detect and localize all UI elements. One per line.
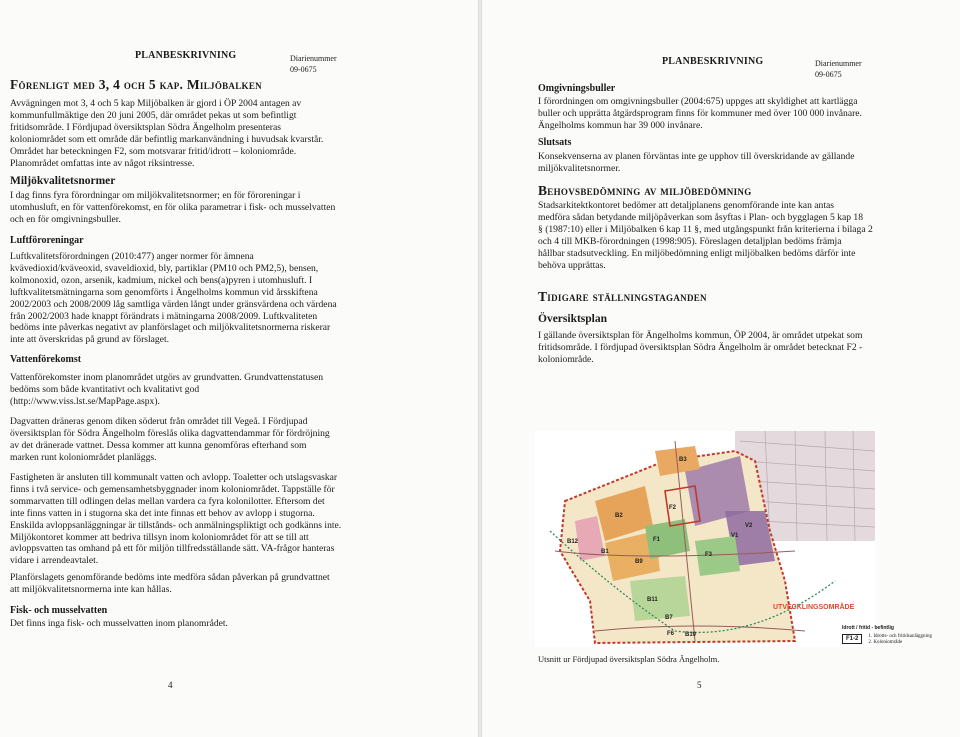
text-line: behöva upprättas. bbox=[538, 259, 606, 271]
map-label: F1 bbox=[653, 537, 661, 543]
text-line: Miljökontoret kommer att bedriva tillsyn inom koloniområdet för att se till att bbox=[10, 531, 309, 543]
map-label: B7 bbox=[665, 615, 673, 621]
text-line: fritidsområde. I Fördjupad översiktsplan Södra Ängelholm presenteras bbox=[10, 121, 281, 133]
map-label: F3 bbox=[705, 552, 713, 558]
planforslag-paragraph bbox=[10, 572, 470, 596]
luft-paragraph bbox=[10, 251, 470, 346]
map-label: B9 bbox=[635, 559, 643, 565]
text-line: bedöms inte påverkas negativt av planförslaget och miljökvalitetsnormerna riskerar bbox=[10, 322, 331, 334]
text-line: kommunfullmäktige den 20 juni 2005, där området pekas ut som befintligt bbox=[10, 109, 297, 121]
text-line: marken runt koloniområdet planläggs. bbox=[10, 451, 157, 463]
left-page bbox=[0, 0, 478, 737]
legend-item: 1. Idrotts- och fritidsanläggning bbox=[868, 634, 932, 639]
map-legend bbox=[842, 625, 952, 655]
buller-paragraph bbox=[538, 96, 948, 132]
fastighet-paragraph bbox=[10, 472, 470, 567]
diarienummer-block bbox=[290, 53, 337, 75]
text-line: fritidsområde. I fördjupad översiktsplan Södra Ängelholm är området betecknat F2 - bbox=[538, 341, 863, 353]
text-line: översiktsplan för Södra Ängelholm föreslås olika dagvattendammar för fördröjning bbox=[10, 427, 330, 439]
map-label: B3 bbox=[679, 457, 687, 463]
text-line: inte finns vatten in i stugorna ska det inte finnas ett behov av avlopp i stugorna. bbox=[10, 507, 315, 519]
map-caption: Utsnitt ur Fördjupad översiktsplan Södra Ängelholm. bbox=[538, 654, 720, 664]
dagvatten-paragraph bbox=[10, 416, 470, 464]
map-label: V2 bbox=[745, 523, 753, 529]
text-line: Planförslagets genomförande bedöms inte medföra sådan påverkan på grundvattnet bbox=[10, 572, 330, 583]
diarienummer-label: Diarienummer bbox=[815, 59, 862, 68]
page-number: 4 bbox=[168, 680, 173, 690]
map-label: B10 bbox=[685, 632, 697, 638]
text-line: och en för omgivningsbuller. bbox=[10, 213, 121, 225]
behov-title: Behovsbedömning av miljöbedömning bbox=[538, 183, 752, 198]
legend-title: Idrott / fritid - befintlig bbox=[842, 625, 894, 631]
legend-item: 2. Koloniområde bbox=[868, 640, 903, 645]
text-line: Området har beteckningen F2, som motsvarar fritid/idrott – koloniområde. bbox=[10, 145, 297, 157]
text-line: kvävedioxid/kväveoxid, svaveldioxid, bly, partiklar (PM10 och PM2,5), bensen, bbox=[10, 262, 319, 274]
text-line: § (1987:10) eller i Miljöbalken 6 kap 11 §, med utgångspunkt från kriterierna i bilaga 2 bbox=[538, 223, 873, 235]
slutsats-heading: Slutsats bbox=[538, 137, 572, 148]
map-label: F2 bbox=[669, 505, 677, 511]
text-line: miljökvalitetsnormer. bbox=[538, 162, 621, 174]
text-line: Avvägningen mot 3, 4 och 5 kap Miljöbalken är gjord i ÖP 2004 antagen av bbox=[10, 98, 302, 109]
text-line: I gällande översiktsplan för Ängelholms kommun, ÖP 2004, är området utpekat som bbox=[538, 330, 863, 341]
page-header: PLANBESKRIVNING bbox=[662, 56, 764, 67]
page-number: 5 bbox=[697, 680, 702, 690]
text-line: koloniområde. bbox=[538, 353, 594, 365]
text-line: att miljökvalitetsnormerna inte kan hållas. bbox=[10, 583, 172, 595]
text-line: Vattenförekomster inom planområdet utgörs av grundvatten. Grundvattenstatusen bbox=[10, 372, 324, 383]
text-line: luftkvalitetsmätningarna som genomförts i Ängelholms kommun vid årsskiftena bbox=[10, 286, 318, 298]
text-line: I dag finns fyra förordningar om miljökvalitetsnormer; en för föroreningar i bbox=[10, 190, 301, 201]
text-line: Luftkvalitetsförordningen (2010:477) anger normer för ämnena bbox=[10, 251, 254, 262]
slutsats-paragraph bbox=[538, 151, 948, 175]
map-overlay-text: UTVECKLINGSOMRÅDE bbox=[773, 604, 855, 611]
text-line: medföra sådan betydande miljöpåverkan som åsyftas i Plan- och bygglagen 5 kap 18 bbox=[538, 211, 864, 223]
map-label: B12 bbox=[567, 539, 579, 545]
map-label: F6 bbox=[667, 631, 675, 637]
text-line: Ängelholms kommun har 39 000 invånare. bbox=[538, 119, 703, 131]
map-label: B2 bbox=[615, 513, 623, 519]
text-line: Enskilda avloppsanläggningar är tillstånds- och anmälningspliktigt och godkänns inte. bbox=[10, 519, 342, 531]
text-line: finns i två service- och gemensamhetsbyggnader inom koloniområdet. Tappställe för bbox=[10, 483, 335, 495]
diarienummer-block bbox=[815, 58, 862, 80]
tidigare-title: Tidigare ställningstaganden bbox=[538, 289, 707, 304]
text-line: hållbar stadsutveckling. En miljöbedömning enligt miljöbalken bedöms därför inte bbox=[538, 247, 856, 259]
text-line: bedöms som både kvantitativt och kvalitativt god bbox=[10, 383, 200, 395]
map-label: B11 bbox=[647, 597, 658, 603]
miljokvalitet-paragraph bbox=[10, 190, 470, 226]
oversikt-heading: Översiktsplan bbox=[538, 313, 608, 325]
text-line: av det dränerade vattnet. Dessa kommer att kunna genomföras efterhand som bbox=[10, 439, 307, 451]
text-line: buller och upprätta åtgärdsprogram finns för kommuner med över 100 000 invånare. bbox=[538, 107, 862, 119]
diarienummer-value: 09-0675 bbox=[290, 65, 317, 74]
diarienummer-value: 09-0675 bbox=[815, 70, 842, 79]
vatten-heading: Vattenförekomst bbox=[10, 354, 82, 365]
text-line: Konsekvenserna av planen förväntas inte ge upphov till överskridande av gällande bbox=[538, 151, 855, 162]
vatten-paragraph bbox=[10, 372, 470, 408]
intro-paragraph bbox=[10, 98, 470, 169]
behov-paragraph bbox=[538, 200, 948, 271]
planning-map bbox=[535, 431, 875, 647]
text-line: Stadsarkitektkontoret bedömer att detaljplanens genomförande inte kan antas bbox=[538, 200, 834, 211]
page-header: PLANBESKRIVNING bbox=[135, 50, 237, 61]
text-line: koloniområdet som ett område där befintlig markanvändning i huvudsak kvarstår. bbox=[10, 133, 324, 145]
map-label: V1 bbox=[731, 533, 739, 539]
miljokvalitet-heading: Miljökvalitetsnormer bbox=[10, 175, 116, 187]
text-line: Planområdet omfattas inte av något riksintresse. bbox=[10, 157, 195, 169]
map-label: B1 bbox=[601, 549, 609, 555]
oversikt-paragraph bbox=[538, 330, 948, 366]
text-line: och 4 till MKB-förordningen (1998:905). Föreslagen detaljplan bedöms främja bbox=[538, 235, 842, 247]
text-line: Fastigheten är ansluten till kommunalt vatten och avlopp. Toaletter och utslagsvaskar bbox=[10, 472, 338, 483]
luft-heading: Luftföroreningar bbox=[10, 235, 84, 246]
text-line: inte att överskridas på grund av förslaget. bbox=[10, 334, 170, 346]
legend-code: F1-2 bbox=[842, 634, 862, 644]
text-line: sommarvatten till odlingen delas mellan vardera ca fyra kolonilotter. Eftersom det bbox=[10, 495, 325, 507]
buller-heading: Omgivningsbuller bbox=[538, 83, 616, 94]
text-line: Dagvatten dräneras genom diken söderut från området till Vegeå. I Fördjupad bbox=[10, 416, 308, 427]
text-line: utomhusluft, en för vattenförekomst, en för olika parametrar i fisk- och musselvatten bbox=[10, 201, 336, 213]
fisk-text: Det finns inga fisk- och musselvatten inom planområdet. bbox=[10, 618, 228, 629]
text-line: I förordningen om omgivningsbuller (2004:675) uppges att skyldighet att kartlägga bbox=[538, 96, 858, 107]
diarienummer-label: Diarienummer bbox=[290, 54, 337, 63]
text-line: vidare i arrendeavtalet. bbox=[10, 555, 99, 567]
text-line: avloppsvatten tas omhand på ett för miljön tillfredsställande sätt. VA-frågor hanteras bbox=[10, 543, 335, 555]
text-line: kolmonoxid, ozon, arsenik, kadmium, nickel och bens(a)pyren i utomhusluft. I bbox=[10, 274, 313, 286]
fisk-heading: Fisk- och musselvatten bbox=[10, 605, 108, 616]
text-line: från 2002/2003 hade knappt förändrats i mätningarna 2008/2009. Luftkvaliteten bbox=[10, 310, 318, 322]
text-line: 2002/2003 och 2008/2009 låg samtliga värden långt under gränsvärdena och värdena bbox=[10, 298, 337, 310]
text-line: (http://www.viss.lst.se/MapPage.aspx). bbox=[10, 395, 160, 407]
section-title: Förenligt med 3, 4 och 5 kap. Miljöbalken bbox=[10, 77, 262, 92]
